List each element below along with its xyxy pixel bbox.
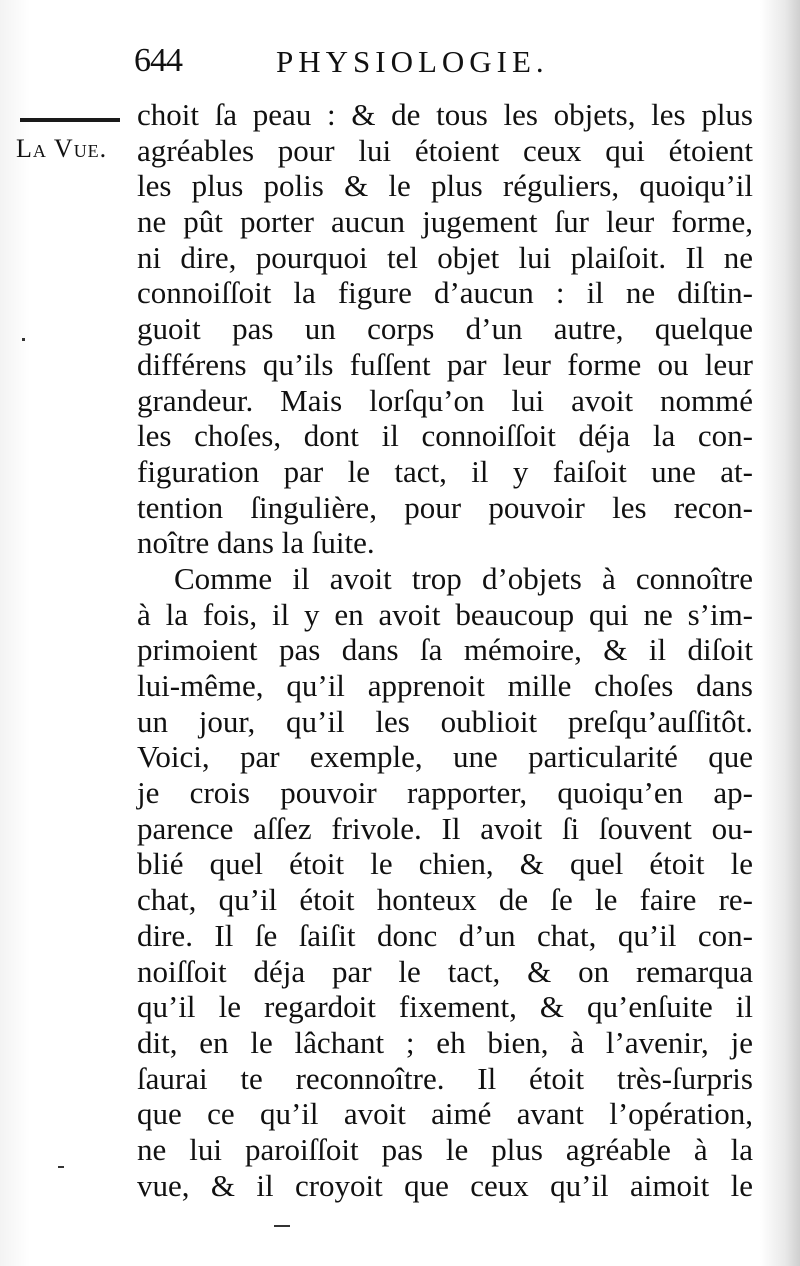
print-speck [58,1166,64,1168]
text-line: un jour, qu’il les oublioit preſqu’auſſitôt. [137,703,753,739]
print-speck [22,338,25,341]
text-line: primoient pas dans ſa mémoire, & il diſoit [137,632,753,668]
text-line: je crois pouvoir rapporter, quoiqu’en ap- [137,775,753,811]
text-line: ne lui paroiſſoit pas le plus agréable à la [137,1131,753,1167]
text-line: ne pût porter aucun jugement ſur leur forme, [137,204,753,240]
text-line: agréables pour lui étoient ceux qui étoient [137,132,753,168]
text-line: vue, & il croyoit que ceux qu’il aimoit le [137,1167,753,1203]
margin-note: La Vue. [16,134,108,163]
text-line: dire. Il ſe ſaiſit donc d’un chat, qu’il con- [137,917,753,953]
text-line: blié quel étoit le chien, & quel étoit le [137,846,753,882]
text-line: noître dans la ſuite. [137,525,375,561]
text-line: que ce qu’il avoit aimé avant l’opération, [137,1096,753,1132]
print-speck [274,1225,290,1227]
text-line: choit ſa peau : & de tous les objets, les plus [137,97,753,132]
text-line: ni dire, pourquoi tel objet lui plaiſoit. Il ne [137,239,753,275]
text-line: ſaurai te reconnoître. Il étoit très-ſurpris [137,1060,753,1096]
text-line: connoiſſoit la figure d’aucun : il ne diſtin- [137,275,753,311]
text-line: guoit pas un corps d’un autre, quelque [137,311,753,347]
text-line: lui-même, qu’il apprenoit mille choſes dans [137,668,753,703]
text-line: parence aſſez frivole. Il avoit ſi ſouvent ou- [137,810,753,846]
text-line: les plus polis & le plus réguliers, quoiqu’il [137,168,753,204]
text-line: Voici, par exemple, une particularité que [137,739,753,775]
body-text [137,97,753,1203]
text-line: les choſes, dont il connoiſſoit déja la con- [137,418,753,454]
text-line: qu’il le regardoit fixement, & qu’enſuite il [137,989,753,1025]
text-line: à la fois, il y en avoit beaucoup qui ne s’im- [137,596,753,632]
text-line: dit, en le lâchant ; eh bien, à l’avenir, je [137,1024,753,1060]
page-header [134,42,614,92]
text-line: noiſſoit déja par le tact, & on remarqua [137,953,753,989]
running-title: PHYSIOLOGIE. [276,44,549,79]
margin-rule [20,118,120,122]
text-line: chat, qu’il étoit honteux de ſe le faire re- [137,882,753,918]
text-line: Comme il avoit trop d’objets à connoître [174,560,753,596]
text-line: différens qu’ils fuſſent par leur forme ou leur [137,346,753,382]
text-line: grandeur. Mais lorſqu’on lui avoit nommé [137,382,753,418]
text-line: tention ſingulière, pour pouvoir les recon- [137,489,753,525]
text-line: figuration par le tact, il y faiſoit une at- [137,453,753,489]
page-number: 644 [134,42,182,79]
